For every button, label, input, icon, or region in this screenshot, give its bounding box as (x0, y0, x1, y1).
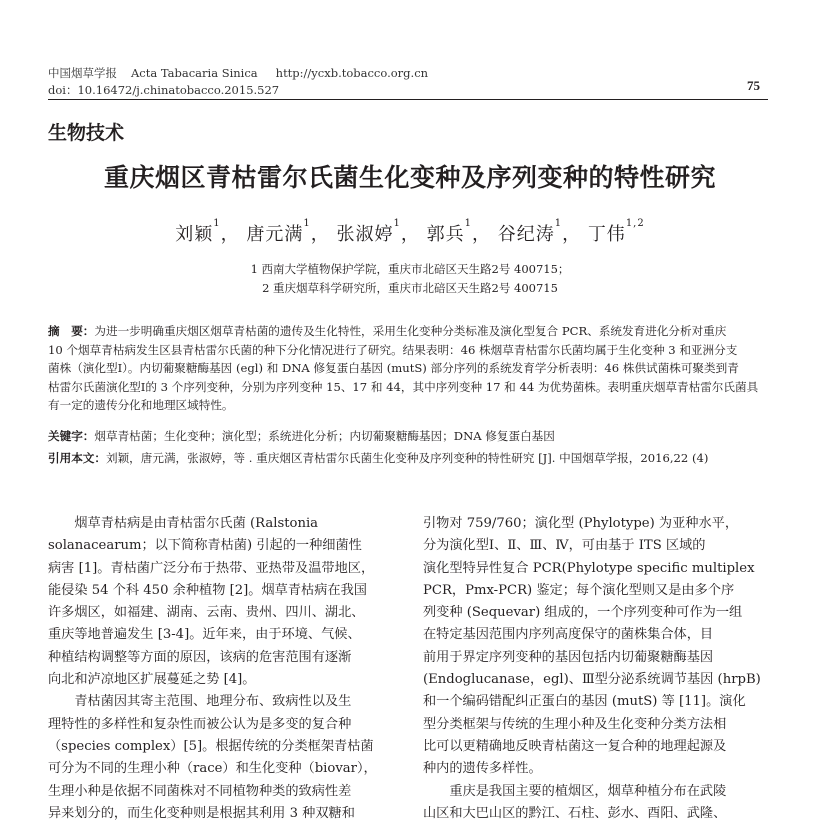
page-number: 75 (747, 78, 760, 93)
header-rule (48, 99, 768, 100)
doi[interactable]: doi：10.16472/j.chinatobacco.2015.527 (48, 83, 280, 97)
abstract-line: 有一定的遗传分化和地理区域特性。 (48, 398, 234, 413)
citation-text: 刘颖，唐元满，张淑婷，等 . 重庆烟区青枯雷尔氏菌生化变种及序列变种的特性研究 [J]. 中国烟草学报，2016,22 (4) (105, 451, 709, 465)
affiliation-2: 2 重庆烟草科学研究所，重庆市北碚区天生路2号 400715 (262, 281, 558, 295)
body-line: 异来划分的，而生化变种则是根据其利用 3 种双糖和 (48, 805, 355, 821)
author: 唐元满$^1$， (246, 218, 330, 245)
body-line: 引物对 759/760；演化型 (Phylotype) 为亚种水平， (423, 516, 739, 531)
body-line: (Endoglucanase，egl)、Ⅲ型分泌系统调节基因 (hrpB) (423, 672, 761, 688)
abstract (48, 322, 770, 415)
body-line: 可分为不同的生理小种（race）和生化变种（biovar）， (48, 761, 377, 777)
body-line: 青枯菌因其寄主范围、地理分布、致病性以及生 (48, 694, 352, 710)
body-line: solanacearum；以下简称青枯菌) 引起的一种细菌性 (48, 538, 362, 554)
abstract-line: 枯雷尔氏菌演化型Ⅰ的 3 个序列变种，分别为序列变种 15、17 和 44，其中序列变种 17 和 44 为优势菌株。表明重庆烟草青枯雷尔氏菌具 (48, 379, 759, 394)
body-line: 演化型特异性复合 PCR(Phylotype specific multiplex (423, 560, 755, 576)
body-line: 在特定基因范围内序列高度保守的菌株集合体，目 (423, 627, 714, 643)
body-line: 烟草青枯病是由青枯雷尔氏菌 (Ralstonia (48, 516, 319, 531)
body-line: （species complex）[5]。根据传统的分类框架青枯菌 (48, 738, 374, 754)
author: 刘颖$^1$， (175, 218, 240, 245)
body-line: 前用于界定序列变种的基因包括内切葡聚糖酶基因 (423, 649, 714, 665)
body-line: 能侵染 54 个科 450 余种植物 [2]。烟草青枯病在我国 (48, 582, 367, 598)
author: 谷纪涛$^1$， (497, 218, 582, 245)
body-line: 种植结构调整等方面的原因，该病的危害范围有逐渐 (48, 649, 352, 665)
keywords (48, 428, 555, 444)
affiliation-1: 1 西南大学植物保护学院，重庆市北碚区天生路2号 400715； (250, 262, 570, 276)
body-line: 种内的遗传多样性。 (423, 761, 542, 777)
abstract-line: 摘 要：为进一步明确重庆烟区烟草青枯菌的遗传及生化特性，采用生化变种分类标准及演化型复合 PCR、系统发育进化分析对重庆 (48, 324, 727, 338)
keywords-label: 关键字： (48, 429, 95, 443)
author: 郭兵$^1$， (426, 218, 491, 245)
body-line: 生理小种是依据不同菌株对不同植物种类的致病性差 (48, 783, 352, 799)
author-list (0, 220, 820, 246)
body-line: 重庆等地普遍发生 [3-4]。近年来，由于环境、气候、 (48, 627, 361, 643)
body-line: 列变种 (Sequevar) 组成的，一个序列变种可作为一组 (423, 605, 743, 621)
body-line: 许多烟区，如福建、湖南、云南、贵州、四川、湖北、 (48, 605, 365, 621)
body-column-left (48, 513, 394, 825)
body-line: 型分类框架与传统的生理小种及生化变种分类方法相 (423, 716, 727, 732)
body-line: 重庆是我国主要的植烟区，烟草种植分布在武陵 (423, 783, 727, 799)
body-line: 比可以更精确地反映青枯菌这一复合种的地理起源及 (423, 738, 727, 754)
body-line: 和一个编码错配纠正蛋白的基因 (mutS) 等 [11]。演化 (423, 694, 746, 710)
body-line: 山区和大巴山区的黔江、石柱、彭水、酉阳、武隆、 (423, 805, 727, 821)
abstract-line: 10 个烟草青枯病发生区县青枯雷尔氏菌的种下分化情况进行了研究。结果表明：46 株烟草青枯雷尔氏菌均属于生化变种 3 和亚洲分支 (48, 342, 738, 357)
abstract-line: 菌株（演化型Ⅰ）。内切葡聚糖酶基因 (egl) 和 DNA 修复蛋白基因 (mutS) 部分序列的系统发育学分析表明：46 株供试菌株可聚类到青 (48, 361, 739, 376)
journal-header (48, 65, 442, 81)
paper-title: 重庆烟区青枯雷尔氏菌生化变种及序列变种的特性研究 (103, 163, 716, 192)
section-label: 生物技术 (48, 122, 125, 144)
journal-name-en: Acta Tabacaria Sinica (131, 66, 258, 80)
author: 张淑婷$^1$， (336, 218, 420, 245)
body-line: 病害 [1]。青枯菌广泛分布于热带、亚热带及温带地区， (48, 560, 375, 576)
citation (48, 450, 708, 466)
author: 丁伟$^{1,2}$ (587, 218, 645, 245)
abstract-label: 摘 要： (48, 324, 95, 338)
citation-label: 引用本文： (48, 451, 106, 465)
body-line: 分为演化型Ⅰ、Ⅱ、Ⅲ、Ⅳ，可由基于 ITS 区域的 (423, 538, 706, 554)
body-line: 理特性的多样性和复杂性而被公认为是多变的复合种 (48, 716, 352, 732)
body-line: PCR，Pmx-PCR) 鉴定；每个演化型则又是由多个序 (423, 582, 735, 598)
body-column-right (423, 513, 769, 825)
body-line: 向北和泸凉地区扩展蔓延之势 [4]。 (48, 672, 256, 688)
journal-url[interactable]: http://ycxb.tobacco.org.cn (275, 66, 429, 80)
journal-name-cn: 中国烟草学报 (48, 66, 117, 80)
keywords-text: 烟草青枯菌；生化变种；演化型；系统进化分析；内切葡聚糖酶基因；DNA 修复蛋白基因 (94, 429, 555, 443)
